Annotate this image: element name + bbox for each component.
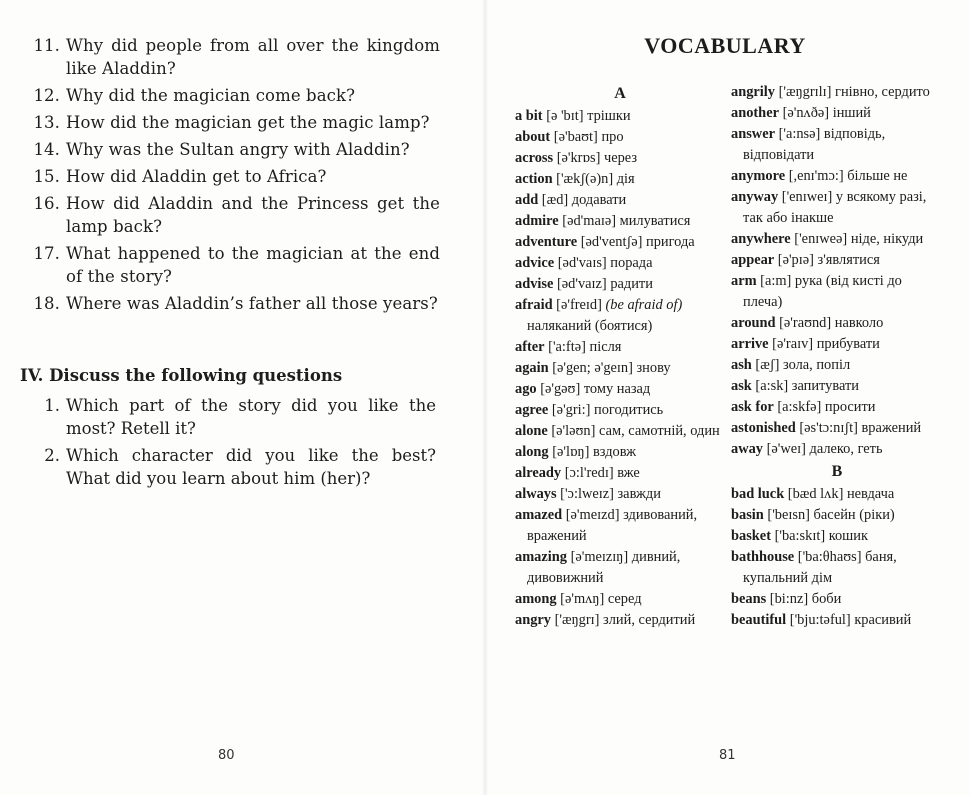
definition: [ə'meɪzɪŋ] дивний, дивовижний bbox=[527, 549, 681, 586]
vocabulary-entry bbox=[731, 313, 943, 334]
definition: ['ba:skɪt] кошик bbox=[770, 528, 868, 544]
vocabulary-entry bbox=[515, 421, 725, 442]
question-text: How did Aladdin get to Africa? bbox=[66, 167, 327, 186]
vocabulary-entry bbox=[731, 610, 943, 631]
vocabulary-entry bbox=[731, 547, 943, 589]
question-number: 16. bbox=[33, 194, 60, 213]
vocabulary-entry bbox=[731, 418, 943, 439]
vocabulary-entry bbox=[515, 295, 725, 337]
headword: arm bbox=[731, 273, 757, 289]
headword: amazed bbox=[515, 507, 563, 523]
question-list bbox=[20, 34, 440, 319]
definition: [a:sk] запитувати bbox=[751, 378, 859, 394]
list-item bbox=[20, 192, 440, 238]
headword: ask bbox=[731, 378, 752, 394]
vocabulary-column-2 bbox=[731, 82, 943, 631]
list-item bbox=[20, 292, 440, 315]
headword: angrily bbox=[731, 84, 775, 100]
vocabulary-entry bbox=[515, 127, 725, 148]
list-item bbox=[20, 111, 440, 134]
definition: [ə'meɪzd] здивований, вражений bbox=[527, 507, 698, 544]
question-text: Why did people from all over the kingdom like Aladdin? bbox=[66, 36, 440, 78]
vocabulary-entry bbox=[731, 124, 943, 166]
definition: ['ɔ:lweɪz] завжди bbox=[556, 486, 661, 502]
headword: adventure bbox=[515, 234, 578, 250]
headword: alone bbox=[515, 423, 548, 439]
headword: add bbox=[515, 192, 539, 208]
headword: beans bbox=[731, 591, 767, 607]
definition: [æʃ] зола, попіл bbox=[751, 357, 851, 373]
vocabulary-entry bbox=[731, 103, 943, 124]
vocabulary-entry bbox=[731, 187, 943, 229]
headword: across bbox=[515, 150, 554, 166]
vocabulary-letter-heading: B bbox=[831, 463, 843, 480]
headword: ago bbox=[515, 381, 537, 397]
headword: basket bbox=[731, 528, 771, 544]
definition: [bæd lʌk] невдача bbox=[784, 486, 895, 502]
vocabulary-entry bbox=[731, 334, 943, 355]
list-item bbox=[20, 165, 440, 188]
definition: ['a:nsə] відповідь, відповідати bbox=[743, 126, 886, 163]
vocabulary-entry bbox=[731, 166, 943, 187]
usage-note: (be afraid of) bbox=[605, 297, 683, 313]
headword: after bbox=[515, 339, 545, 355]
vocabulary-entry bbox=[731, 376, 943, 397]
question-number: 12. bbox=[33, 86, 60, 105]
vocabulary-entry bbox=[731, 355, 943, 376]
vocabulary-entry bbox=[731, 526, 943, 547]
vocabulary-entry bbox=[515, 442, 725, 463]
list-item bbox=[20, 394, 436, 440]
question-text: What happened to the magician at the end of the story? bbox=[66, 244, 440, 286]
vocabulary-entry bbox=[731, 589, 943, 610]
definition: [ə'gəʊ] тому назад bbox=[536, 381, 651, 397]
headword: ash bbox=[731, 357, 752, 373]
question-number: 17. bbox=[33, 244, 60, 263]
page-title: VOCABULARY bbox=[644, 33, 806, 58]
definition: ['æŋgrɪ] злий, сердитий bbox=[550, 612, 696, 628]
question-text: Which character did you like the best? What did you learn about him (her)? bbox=[66, 446, 436, 488]
list-item bbox=[20, 444, 436, 490]
headword: away bbox=[731, 441, 763, 457]
definition: [a:skfə] просити bbox=[773, 399, 876, 415]
vocabulary-entry bbox=[515, 379, 725, 400]
vocabulary-entry bbox=[515, 589, 725, 610]
vocabulary-entry bbox=[731, 484, 943, 505]
vocabulary-entry bbox=[731, 250, 943, 271]
page-number: 80 bbox=[218, 748, 235, 763]
headword: beautiful bbox=[731, 612, 787, 628]
vocabulary-entry bbox=[515, 232, 725, 253]
headword: admire bbox=[515, 213, 559, 229]
headword: another bbox=[731, 105, 779, 121]
question-text: Why did the magician come back? bbox=[66, 86, 356, 105]
vocabulary-entry bbox=[731, 229, 943, 250]
headword: action bbox=[515, 171, 553, 187]
definition: [ə'ləʊn] сам, самотній, один bbox=[547, 423, 720, 439]
definition: ['beɪsn] басейн (ріки) bbox=[763, 507, 895, 523]
headword: bathhouse bbox=[731, 549, 795, 565]
headword: amazing bbox=[515, 549, 567, 565]
definition: [ɔ:l'redɪ] вже bbox=[561, 465, 640, 481]
question-text: How did Aladdin and the Princess get the lamp back? bbox=[66, 194, 440, 236]
headword: arrive bbox=[731, 336, 769, 352]
vocabulary-entry bbox=[515, 253, 725, 274]
definition: ['ækʃ(ə)n] дія bbox=[552, 171, 635, 187]
definition: [ə'lɒŋ] вздовж bbox=[548, 444, 637, 460]
headword: along bbox=[515, 444, 549, 460]
headword: agree bbox=[515, 402, 549, 418]
question-text: Where was Aladdin’s father all those years? bbox=[66, 294, 438, 313]
vocabulary-entry bbox=[515, 463, 725, 484]
question-number: 11. bbox=[33, 36, 60, 55]
vocabulary-entry bbox=[515, 106, 725, 127]
definition: [a:m] рука (від кисті до плеча) bbox=[743, 273, 902, 310]
vocabulary-entry bbox=[731, 505, 943, 526]
definition: [əs'tɔ:nɪʃt] вражений bbox=[795, 420, 922, 436]
list-item bbox=[20, 84, 440, 107]
definition: ['enɪweɪ] у всякому разі, так або інакше bbox=[743, 189, 927, 226]
vocabulary-entry bbox=[731, 82, 943, 103]
section-heading: IV. Discuss the following questions bbox=[20, 366, 343, 385]
headword: basin bbox=[731, 507, 764, 523]
vocabulary-entry bbox=[515, 505, 725, 547]
definition: ['enɪweə] ніде, нікуди bbox=[790, 231, 924, 247]
headword: anywhere bbox=[731, 231, 791, 247]
vocabulary-entry bbox=[515, 148, 725, 169]
definition: наляканий (боятися) bbox=[527, 318, 653, 334]
vocabulary-letter-heading: A bbox=[614, 85, 626, 102]
definition: [bi:nz] боби bbox=[766, 591, 842, 607]
question-text: Why was the Sultan angry with Aladdin? bbox=[66, 140, 410, 159]
definition: [ə'krɒs] через bbox=[553, 150, 638, 166]
headword: answer bbox=[731, 126, 775, 142]
question-text: Which part of the story did you like the most? Retell it? bbox=[66, 396, 436, 438]
question-number: 18. bbox=[33, 294, 60, 313]
headword: appear bbox=[731, 252, 775, 268]
headword: again bbox=[515, 360, 549, 376]
definition: ['bju:təful] красивий bbox=[786, 612, 912, 628]
question-number: 1. bbox=[44, 396, 60, 415]
vocabulary-entry bbox=[515, 484, 725, 505]
definition: [ə'raɪv] прибувати bbox=[768, 336, 880, 352]
vocabulary-entry bbox=[515, 547, 725, 589]
question-text: How did the magician get the magic lamp? bbox=[66, 113, 430, 132]
headword: advise bbox=[515, 276, 554, 292]
definition: ['a:ftə] після bbox=[544, 339, 622, 355]
vocabulary-entry bbox=[731, 271, 943, 313]
question-number: 14. bbox=[33, 140, 60, 159]
headword: bad luck bbox=[731, 486, 785, 502]
definition: [ə'nʌðə] інший bbox=[778, 105, 871, 121]
definition: ['æŋgrɪlɪ] гнівно, сердито bbox=[774, 84, 930, 100]
definition: [ə'freɪd] bbox=[552, 297, 606, 313]
definition: [ə'baʊt] про bbox=[550, 129, 624, 145]
right-page bbox=[485, 0, 970, 795]
headword: angry bbox=[515, 612, 551, 628]
vocabulary-entry bbox=[515, 400, 725, 421]
vocabulary-entry bbox=[731, 397, 943, 418]
definition: [æd] додавати bbox=[538, 192, 627, 208]
vocabulary-entry bbox=[515, 274, 725, 295]
headword: already bbox=[515, 465, 562, 481]
list-item bbox=[20, 242, 440, 288]
headword: astonished bbox=[731, 420, 796, 436]
headword: ask for bbox=[731, 399, 774, 415]
question-number: 13. bbox=[33, 113, 60, 132]
definition: [əd'maɪə] милуватися bbox=[558, 213, 691, 229]
vocabulary-entry bbox=[515, 211, 725, 232]
vocabulary-column-1 bbox=[515, 82, 725, 631]
definition: [ə'mʌŋ] серед bbox=[556, 591, 642, 607]
headword: anymore bbox=[731, 168, 786, 184]
definition: [əd'vaɪs] порада bbox=[554, 255, 653, 271]
discussion-list bbox=[20, 394, 436, 494]
headword: afraid bbox=[515, 297, 553, 313]
list-item bbox=[20, 34, 440, 80]
definition: [ə'weɪ] далеко, геть bbox=[762, 441, 883, 457]
definition: [ə 'bɪt] трішки bbox=[542, 108, 631, 124]
vocabulary-entry bbox=[515, 169, 725, 190]
definition: [əd'ventʃə] пригода bbox=[577, 234, 695, 250]
vocabulary-entry bbox=[515, 190, 725, 211]
definition: [ə'gri:] погодитись bbox=[548, 402, 664, 418]
list-item bbox=[20, 138, 440, 161]
question-number: 15. bbox=[33, 167, 60, 186]
vocabulary-entry bbox=[515, 358, 725, 379]
definition: ['ba:θhaʊs] баня, купальний дім bbox=[743, 549, 897, 586]
definition: [ə'pɪə] з'являтися bbox=[774, 252, 880, 268]
definition: [əd'vaɪz] радити bbox=[553, 276, 653, 292]
headword: advice bbox=[515, 255, 555, 271]
headword: among bbox=[515, 591, 557, 607]
vocabulary-entry bbox=[515, 337, 725, 358]
vocabulary-entry bbox=[515, 610, 725, 631]
headword: about bbox=[515, 129, 551, 145]
vocabulary-entry bbox=[731, 439, 943, 460]
headword: a bit bbox=[515, 108, 543, 124]
headword: around bbox=[731, 315, 776, 331]
definition: [ə'raʊnd] навколо bbox=[775, 315, 884, 331]
definition: [ə'gen; ə'geɪn] знову bbox=[548, 360, 671, 376]
question-number: 2. bbox=[44, 446, 60, 465]
headword: anyway bbox=[731, 189, 779, 205]
page-number: 81 bbox=[719, 748, 736, 763]
definition: [,enɪ'mɔ:] більше не bbox=[785, 168, 908, 184]
headword: always bbox=[515, 486, 557, 502]
